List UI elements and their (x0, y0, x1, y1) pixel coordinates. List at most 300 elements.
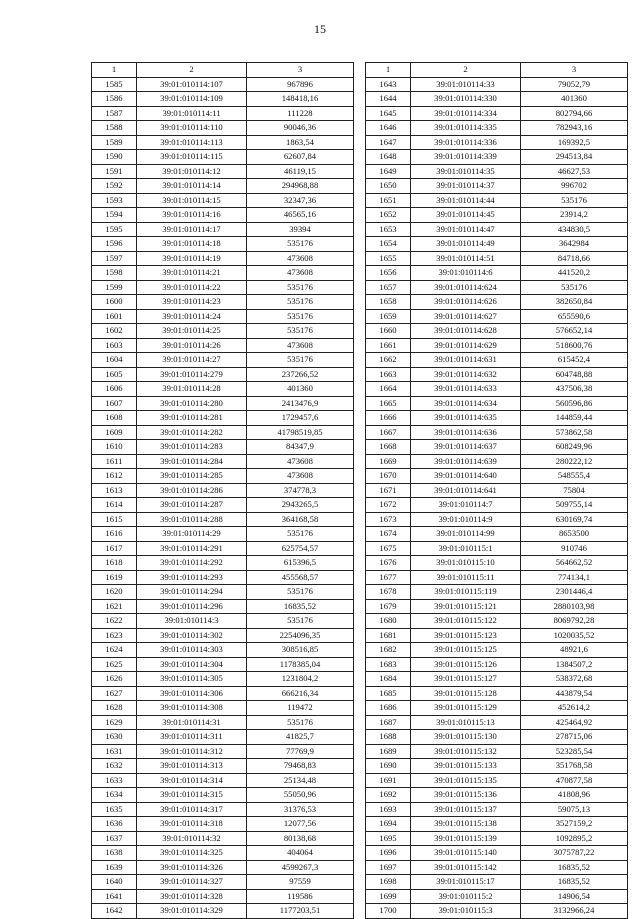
table-row (366, 121, 628, 136)
table-row (366, 222, 628, 237)
value-cell: 46627,53 (521, 164, 628, 179)
table-row (92, 585, 354, 600)
row-number-cell: 1671 (366, 483, 411, 498)
row-number-cell: 1630 (92, 730, 137, 745)
value-cell: 46565,16 (247, 208, 354, 223)
cadastral-number-cell: 39:01:010114:292 (137, 556, 247, 571)
row-number-cell: 1688 (366, 730, 411, 745)
row-number-cell: 1697 (366, 860, 411, 875)
cadastral-number-cell: 39:01:010114:49 (411, 237, 521, 252)
row-number-cell: 1624 (92, 643, 137, 658)
table-row (92, 875, 354, 890)
cadastral-number-cell: 39:01:010114:624 (411, 280, 521, 295)
column-header: 3 (247, 63, 354, 78)
value-cell: 437506,38 (521, 382, 628, 397)
land-parcel-table-left (91, 62, 354, 919)
value-cell: 535176 (247, 237, 354, 252)
value-cell: 16835,52 (247, 599, 354, 614)
value-cell: 84718,66 (521, 251, 628, 266)
value-cell: 535176 (247, 614, 354, 629)
value-cell: 41808,96 (521, 788, 628, 803)
value-cell: 16835,52 (521, 860, 628, 875)
value-cell: 576652,14 (521, 324, 628, 339)
row-number-cell: 1591 (92, 164, 137, 179)
cadastral-number-cell: 39:01:010115:11 (411, 570, 521, 585)
row-number-cell: 1698 (366, 875, 411, 890)
table-row (366, 135, 628, 150)
value-cell: 535176 (521, 193, 628, 208)
row-number-cell: 1600 (92, 295, 137, 310)
cadastral-number-cell: 39:01:010114:32 (137, 831, 247, 846)
header-row (92, 63, 354, 78)
cadastral-number-cell: 39:01:010114:99 (411, 527, 521, 542)
value-cell: 1177203,51 (247, 904, 354, 919)
value-cell: 615452,4 (521, 353, 628, 368)
value-cell: 374778,3 (247, 483, 354, 498)
value-cell: 1729457,6 (247, 411, 354, 426)
value-cell: 84347,9 (247, 440, 354, 455)
row-number-cell: 1670 (366, 469, 411, 484)
row-number-cell: 1641 (92, 889, 137, 904)
cadastral-number-cell: 39:01:010114:304 (137, 657, 247, 672)
row-number-cell: 1695 (366, 831, 411, 846)
cadastral-number-cell: 39:01:010115:3 (411, 904, 521, 919)
value-cell: 666216,34 (247, 686, 354, 701)
row-number-cell: 1692 (366, 788, 411, 803)
table-row (92, 367, 354, 382)
table-row (366, 715, 628, 730)
value-cell: 79468,83 (247, 759, 354, 774)
value-cell: 59075,13 (521, 802, 628, 817)
row-number-cell: 1635 (92, 802, 137, 817)
value-cell: 523285,54 (521, 744, 628, 759)
table-row (92, 150, 354, 165)
table-row (92, 353, 354, 368)
value-cell: 294968,88 (247, 179, 354, 194)
table-row (92, 512, 354, 527)
table-row (366, 773, 628, 788)
value-cell: 625754,57 (247, 541, 354, 556)
row-number-cell: 1611 (92, 454, 137, 469)
cadastral-number-cell: 39:01:010114:14 (137, 179, 247, 194)
row-number-cell: 1587 (92, 106, 137, 121)
row-number-cell: 1645 (366, 106, 411, 121)
row-number-cell: 1618 (92, 556, 137, 571)
table-row (366, 382, 628, 397)
cadastral-number-cell: 39:01:010115:123 (411, 628, 521, 643)
row-number-cell: 1588 (92, 121, 137, 136)
value-cell: 2880103,98 (521, 599, 628, 614)
value-cell: 2943265,5 (247, 498, 354, 513)
value-cell: 535176 (247, 527, 354, 542)
row-number-cell: 1598 (92, 266, 137, 281)
table-row (92, 831, 354, 846)
row-number-cell: 1679 (366, 599, 411, 614)
cadastral-number-cell: 39:01:010115:122 (411, 614, 521, 629)
value-cell: 280222,12 (521, 454, 628, 469)
row-number-cell: 1603 (92, 338, 137, 353)
table-row (92, 469, 354, 484)
table-row (92, 266, 354, 281)
value-cell: 535176 (247, 280, 354, 295)
cadastral-number-cell: 39:01:010115:138 (411, 817, 521, 832)
table-row (366, 889, 628, 904)
row-number-cell: 1662 (366, 353, 411, 368)
row-number-cell: 1686 (366, 701, 411, 716)
value-cell: 1020035,52 (521, 628, 628, 643)
value-cell: 148418,16 (247, 92, 354, 107)
cadastral-number-cell: 39:01:010115:121 (411, 599, 521, 614)
value-cell: 278715,06 (521, 730, 628, 745)
cadastral-number-cell: 39:01:010114:283 (137, 440, 247, 455)
table-row (92, 730, 354, 745)
table-row (92, 411, 354, 426)
row-number-cell: 1694 (366, 817, 411, 832)
table-row (92, 135, 354, 150)
table-row (92, 193, 354, 208)
row-number-cell: 1663 (366, 367, 411, 382)
row-number-cell: 1653 (366, 222, 411, 237)
table-row (92, 599, 354, 614)
table-row (366, 672, 628, 687)
value-cell: 75804 (521, 483, 628, 498)
cadastral-number-cell: 39:01:010114:107 (137, 77, 247, 92)
column-header: 1 (366, 63, 411, 78)
table-row (92, 614, 354, 629)
cadastral-number-cell: 39:01:010114:284 (137, 454, 247, 469)
table-row (366, 585, 628, 600)
value-cell: 455568,57 (247, 570, 354, 585)
value-cell: 3527159,2 (521, 817, 628, 832)
cadastral-number-cell: 39:01:010114:315 (137, 788, 247, 803)
row-number-cell: 1608 (92, 411, 137, 426)
value-cell: 39394 (247, 222, 354, 237)
table-row (366, 454, 628, 469)
table-row (366, 788, 628, 803)
cadastral-number-cell: 39:01:010115:128 (411, 686, 521, 701)
value-cell: 538372,68 (521, 672, 628, 687)
row-number-cell: 1615 (92, 512, 137, 527)
row-number-cell: 1668 (366, 440, 411, 455)
table-row (92, 179, 354, 194)
row-number-cell: 1626 (92, 672, 137, 687)
cadastral-number-cell: 39:01:010114:330 (411, 92, 521, 107)
table-row (366, 701, 628, 716)
value-cell: 25134,48 (247, 773, 354, 788)
cadastral-number-cell: 39:01:010114:327 (137, 875, 247, 890)
value-cell: 434830,5 (521, 222, 628, 237)
cadastral-number-cell: 39:01:010114:325 (137, 846, 247, 861)
cadastral-number-cell: 39:01:010114:286 (137, 483, 247, 498)
land-parcel-table-right (365, 62, 628, 919)
cadastral-number-cell: 39:01:010114:37 (411, 179, 521, 194)
row-number-cell: 1604 (92, 353, 137, 368)
cadastral-number-cell: 39:01:010114:626 (411, 295, 521, 310)
value-cell: 8653500 (521, 527, 628, 542)
cadastral-number-cell: 39:01:010114:16 (137, 208, 247, 223)
table-row (366, 425, 628, 440)
value-cell: 782943,16 (521, 121, 628, 136)
row-number-cell: 1667 (366, 425, 411, 440)
table-row (366, 237, 628, 252)
cadastral-number-cell: 39:01:010114:335 (411, 121, 521, 136)
value-cell: 77769,9 (247, 744, 354, 759)
value-cell: 564662,52 (521, 556, 628, 571)
table-row (366, 411, 628, 426)
table-row (366, 324, 628, 339)
table-row (366, 802, 628, 817)
cadastral-number-cell: 39:01:010114:318 (137, 817, 247, 832)
cadastral-number-cell: 39:01:010114:29 (137, 527, 247, 542)
table-row (92, 570, 354, 585)
cadastral-number-cell: 39:01:010114:311 (137, 730, 247, 745)
cadastral-number-cell: 39:01:010115:125 (411, 643, 521, 658)
value-cell: 535176 (247, 324, 354, 339)
row-number-cell: 1639 (92, 860, 137, 875)
row-number-cell: 1602 (92, 324, 137, 339)
cadastral-number-cell: 39:01:010115:127 (411, 672, 521, 687)
row-number-cell: 1625 (92, 657, 137, 672)
table-body-right (366, 63, 628, 919)
table-row (366, 266, 628, 281)
table-row (366, 309, 628, 324)
table-row (366, 614, 628, 629)
row-number-cell: 1632 (92, 759, 137, 774)
row-number-cell: 1607 (92, 396, 137, 411)
cadastral-number-cell: 39:01:010114:641 (411, 483, 521, 498)
table-row (366, 831, 628, 846)
table-row (92, 817, 354, 832)
row-number-cell: 1612 (92, 469, 137, 484)
table-row (366, 730, 628, 745)
row-number-cell: 1627 (92, 686, 137, 701)
value-cell: 470877,58 (521, 773, 628, 788)
row-number-cell: 1610 (92, 440, 137, 455)
value-cell: 119586 (247, 889, 354, 904)
value-cell: 97559 (247, 875, 354, 890)
table-row (92, 498, 354, 513)
table-row (92, 324, 354, 339)
value-cell: 404064 (247, 846, 354, 861)
row-number-cell: 1658 (366, 295, 411, 310)
cadastral-number-cell: 39:01:010114:9 (411, 512, 521, 527)
cadastral-number-cell: 39:01:010115:10 (411, 556, 521, 571)
table-row (92, 338, 354, 353)
table-row (92, 846, 354, 861)
cadastral-number-cell: 39:01:010114:336 (411, 135, 521, 150)
row-number-cell: 1628 (92, 701, 137, 716)
value-cell: 535176 (247, 295, 354, 310)
column-header: 3 (521, 63, 628, 78)
table-row (92, 788, 354, 803)
table-row (366, 512, 628, 527)
value-cell: 425464,92 (521, 715, 628, 730)
cadastral-number-cell: 39:01:010114:11 (137, 106, 247, 121)
value-cell: 364168,58 (247, 512, 354, 527)
row-number-cell: 1678 (366, 585, 411, 600)
row-number-cell: 1594 (92, 208, 137, 223)
table-row (92, 454, 354, 469)
row-number-cell: 1609 (92, 425, 137, 440)
table-row (92, 77, 354, 92)
row-number-cell: 1631 (92, 744, 137, 759)
table-row (92, 860, 354, 875)
row-number-cell: 1621 (92, 599, 137, 614)
row-number-cell: 1622 (92, 614, 137, 629)
row-number-cell: 1629 (92, 715, 137, 730)
table-row (92, 425, 354, 440)
value-cell: 535176 (247, 585, 354, 600)
value-cell: 55050,96 (247, 788, 354, 803)
cadastral-number-cell: 39:01:010115:13 (411, 715, 521, 730)
table-row (92, 715, 354, 730)
row-number-cell: 1649 (366, 164, 411, 179)
table-row (92, 802, 354, 817)
value-cell: 615396,5 (247, 556, 354, 571)
value-cell: 8069792,28 (521, 614, 628, 629)
row-number-cell: 1605 (92, 367, 137, 382)
table-row (366, 208, 628, 223)
table-row (366, 396, 628, 411)
value-cell: 535176 (247, 309, 354, 324)
cadastral-number-cell: 39:01:010114:22 (137, 280, 247, 295)
row-number-cell: 1693 (366, 802, 411, 817)
table-row (92, 889, 354, 904)
value-cell: 630169,74 (521, 512, 628, 527)
row-number-cell: 1633 (92, 773, 137, 788)
cadastral-number-cell: 39:01:010114:328 (137, 889, 247, 904)
cadastral-number-cell: 39:01:010114:306 (137, 686, 247, 701)
table-row (366, 541, 628, 556)
value-cell: 80138,68 (247, 831, 354, 846)
value-cell: 1092895,2 (521, 831, 628, 846)
row-number-cell: 1699 (366, 889, 411, 904)
cadastral-number-cell: 39:01:010114:640 (411, 469, 521, 484)
table-row (92, 657, 354, 672)
value-cell: 119472 (247, 701, 354, 716)
cadastral-number-cell: 39:01:010114:3 (137, 614, 247, 629)
cadastral-number-cell: 39:01:010115:1 (411, 541, 521, 556)
value-cell: 351768,58 (521, 759, 628, 774)
row-number-cell: 1597 (92, 251, 137, 266)
value-cell: 2301446,4 (521, 585, 628, 600)
table-row (92, 121, 354, 136)
table-row (366, 150, 628, 165)
table-row (366, 440, 628, 455)
table-row (92, 759, 354, 774)
table-row (92, 309, 354, 324)
value-cell: 2254096,35 (247, 628, 354, 643)
cadastral-number-cell: 39:01:010114:339 (411, 150, 521, 165)
row-number-cell: 1664 (366, 382, 411, 397)
row-number-cell: 1689 (366, 744, 411, 759)
row-number-cell: 1606 (92, 382, 137, 397)
table-row (92, 672, 354, 687)
value-cell: 62607,84 (247, 150, 354, 165)
table-row (366, 599, 628, 614)
row-number-cell: 1640 (92, 875, 137, 890)
cadastral-number-cell: 39:01:010114:279 (137, 367, 247, 382)
table-row (92, 92, 354, 107)
cadastral-number-cell: 39:01:010114:632 (411, 367, 521, 382)
table-row (366, 570, 628, 585)
row-number-cell: 1691 (366, 773, 411, 788)
table-row (92, 483, 354, 498)
cadastral-number-cell: 39:01:010114:305 (137, 672, 247, 687)
cadastral-number-cell: 39:01:010114:24 (137, 309, 247, 324)
cadastral-number-cell: 39:01:010114:326 (137, 860, 247, 875)
row-number-cell: 1652 (366, 208, 411, 223)
value-cell: 16835,52 (521, 875, 628, 890)
row-number-cell: 1685 (366, 686, 411, 701)
cadastral-number-cell: 39:01:010114:313 (137, 759, 247, 774)
cadastral-number-cell: 39:01:010115:133 (411, 759, 521, 774)
cadastral-number-cell: 39:01:010114:303 (137, 643, 247, 658)
value-cell: 46119,15 (247, 164, 354, 179)
row-number-cell: 1683 (366, 657, 411, 672)
value-cell: 2413476,9 (247, 396, 354, 411)
cadastral-number-cell: 39:01:010114:31 (137, 715, 247, 730)
cadastral-number-cell: 39:01:010114:17 (137, 222, 247, 237)
row-number-cell: 1601 (92, 309, 137, 324)
row-number-cell: 1620 (92, 585, 137, 600)
table-row (366, 164, 628, 179)
cadastral-number-cell: 39:01:010114:636 (411, 425, 521, 440)
cadastral-number-cell: 39:01:010114:28 (137, 382, 247, 397)
table-row (366, 193, 628, 208)
row-number-cell: 1684 (366, 672, 411, 687)
value-cell: 608249,96 (521, 440, 628, 455)
cadastral-number-cell: 39:01:010114:23 (137, 295, 247, 310)
table-row (92, 904, 354, 919)
cadastral-number-cell: 39:01:010114:627 (411, 309, 521, 324)
cadastral-number-cell: 39:01:010114:314 (137, 773, 247, 788)
value-cell: 144859,44 (521, 411, 628, 426)
row-number-cell: 1613 (92, 483, 137, 498)
row-number-cell: 1674 (366, 527, 411, 542)
value-cell: 1231804,2 (247, 672, 354, 687)
row-number-cell: 1700 (366, 904, 411, 919)
value-cell: 535176 (521, 280, 628, 295)
value-cell: 3132966,24 (521, 904, 628, 919)
table-row (366, 904, 628, 919)
cadastral-number-cell: 39:01:010114:26 (137, 338, 247, 353)
table-row (366, 657, 628, 672)
table-row (366, 353, 628, 368)
table-row (92, 628, 354, 643)
value-cell: 169392,5 (521, 135, 628, 150)
value-cell: 802794,66 (521, 106, 628, 121)
table-row (366, 875, 628, 890)
table-row (366, 686, 628, 701)
cadastral-number-cell: 39:01:010114:308 (137, 701, 247, 716)
row-number-cell: 1690 (366, 759, 411, 774)
value-cell: 967896 (247, 77, 354, 92)
value-cell: 452614,2 (521, 701, 628, 716)
cadastral-number-cell: 39:01:010114:637 (411, 440, 521, 455)
value-cell: 31376,53 (247, 802, 354, 817)
cadastral-number-cell: 39:01:010115:139 (411, 831, 521, 846)
table-row (92, 773, 354, 788)
value-cell: 473608 (247, 469, 354, 484)
value-cell: 12077,56 (247, 817, 354, 832)
row-number-cell: 1593 (92, 193, 137, 208)
table-row (366, 106, 628, 121)
cadastral-number-cell: 39:01:010114:634 (411, 396, 521, 411)
table-row (92, 643, 354, 658)
cadastral-number-cell: 39:01:010115:135 (411, 773, 521, 788)
row-number-cell: 1655 (366, 251, 411, 266)
